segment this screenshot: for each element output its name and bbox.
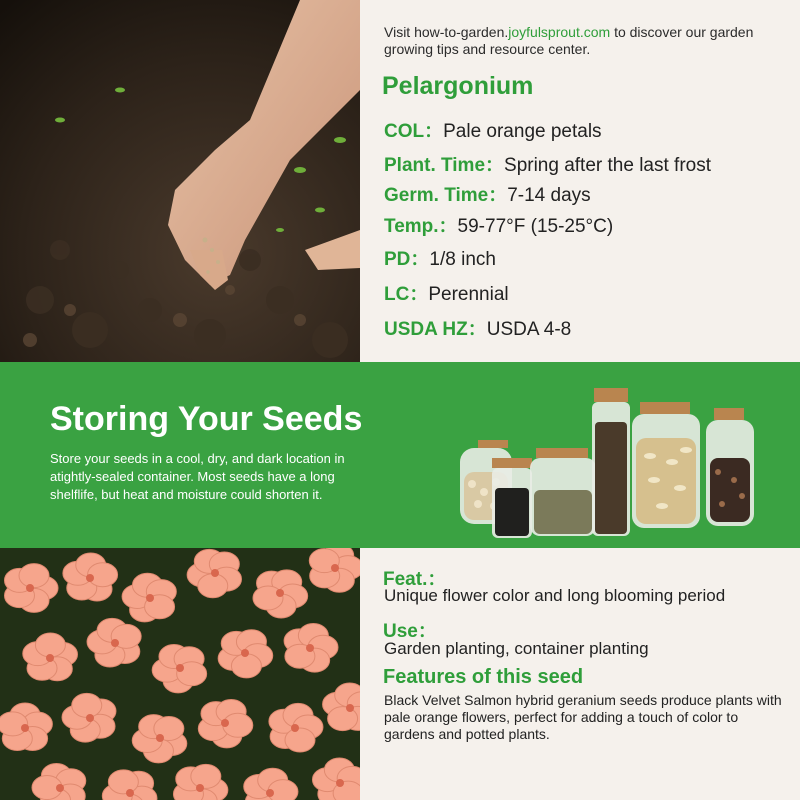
visit-website-text [384,24,784,58]
spec-color [384,116,602,143]
visit-prefix: Visit how-to-garden. [384,24,509,40]
spec-planting-time-key: Plant. Time： [384,155,505,176]
spec-life-cycle-key: LC： [384,284,429,305]
plant-info-panel [360,0,800,362]
jar-mixed-seeds [706,408,754,526]
spec-hardiness-zone-value: USDA 4-8 [486,319,572,340]
spec-germination-time-value: 7-14 days [507,185,591,206]
spec-temperature-value: 59-77°F (15-25°C) [457,216,614,237]
hand-sowing-seeds-photo [0,0,360,362]
use-value: Garden planting, container planting [384,639,649,658]
features-panel [360,548,800,800]
spec-hardiness-zone-key: USDA HZ： [384,319,487,340]
jar-pumpkin-seeds [632,402,700,528]
spec-planting-depth [384,244,496,271]
spec-germination-time-key: Germ. Time： [384,185,508,206]
spec-life-cycle [384,279,509,306]
storing-seeds-title: Storing Your Seeds [50,400,363,438]
spec-planting-depth-value: 1/8 inch [429,249,496,270]
spec-life-cycle-value: Perennial [428,284,509,305]
seed-features-label: Features of this seed [383,666,584,688]
spec-planting-time [384,150,711,177]
feat-label: Feat.： [383,569,447,590]
jar-green-seeds [530,448,596,536]
use-label: Use： [383,621,437,642]
pale-orange-geranium-flowers-photo [0,548,360,800]
spec-planting-depth-key: PD： [384,249,430,270]
visit-suffix: to discover our garden growing tips and resource center. [384,24,754,57]
spec-temperature-key: Temp.： [384,216,458,237]
spec-planting-time-value: Spring after the last frost [504,155,712,176]
spec-hardiness-zone [384,314,571,341]
plant-name: Pelargonium [382,72,534,100]
jar-dark-seeds-tall [592,388,630,536]
website-link[interactable]: joyfulsprout.com [508,24,611,40]
storing-seeds-text: Store your seeds in a cool, dry, and dark location in atightly-sealed container. Most seeds have a long shelflife, but heat and moisture could shorten it. [50,451,345,502]
spec-color-key: COL： [384,121,444,142]
spec-color-value: Pale orange petals [443,121,602,142]
spec-temperature [384,211,613,238]
spec-germination-time [384,180,591,207]
seed-jars-photo [452,380,772,540]
storing-seeds-banner [0,362,800,548]
geranium-flower [309,548,360,592]
feat-value: Unique flower color and long blooming period [384,586,726,605]
seed-features-text: Black Velvet Salmon hybrid geranium seeds produce plants with pale orange flowers, perfect for adding a touch of color to gardens and potted plants. [384,692,782,742]
jar-black-seeds [492,458,532,538]
